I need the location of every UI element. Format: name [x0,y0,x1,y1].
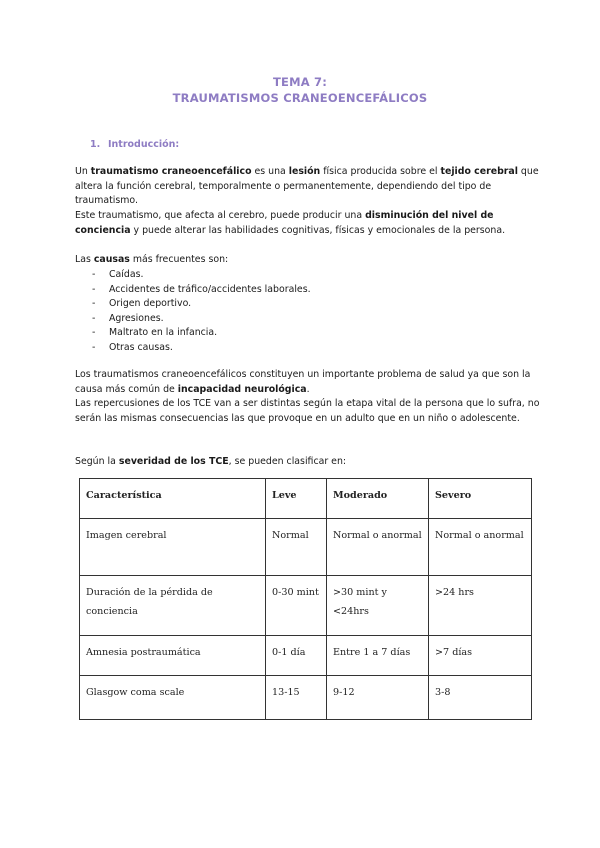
causes-list [92,268,311,356]
table-cell: Duración de la pérdida de conciencia [80,576,266,636]
list-item: - Otras causas. [92,341,173,353]
classification-lead: Según la severidad de los TCE, se pueden clasificar en: [75,456,347,467]
section-title: Introducción: [108,139,180,150]
list-item: - Accidentes de tráfico/accidentes laborales. [92,283,311,295]
column-header: Severo [429,479,532,519]
table-cell: Normal [266,519,327,576]
table-cell: >24 hrs [429,576,532,636]
table-cell: 3-8 [429,676,532,720]
intro-paragraph-1: Un traumatismo craneoencefálico es una lesión física producida sobre el tejido cerebral que altera la función cerebral, temporalmente o permanentemente, dependiendo del tipo de traumatismo. [75,166,539,207]
column-header: Característica [80,479,266,519]
table-cell: 9-12 [327,676,429,720]
table-cell: >30 mint y <24hrs [327,576,429,636]
table-cell: Normal o anormal [327,519,429,576]
list-item: - Maltrato en la infancia. [92,327,218,339]
section-heading [90,139,179,150]
table-row [80,676,532,720]
topic-number: TEMA 7: [272,75,328,89]
table-cell: >7 días [429,636,532,676]
column-header: Moderado [327,479,429,519]
table-row [80,519,532,576]
table-cell: Entre 1 a 7 días [327,636,429,676]
table-cell: Amnesia postraumática [80,636,266,676]
impact-paragraph-1: Los traumatismos craneoencefálicos constituyen un importante problema de salud ya que son la causa más común de incapacidad neurológica. [75,369,531,395]
list-item: - Origen deportivo. [92,298,192,310]
list-item: - Caídas. [92,269,144,280]
table-cell: 13-15 [266,676,327,720]
table-cell: Glasgow coma scale [80,676,266,720]
intro-paragraph-2: Este traumatismo, que afecta al cerebro, puede producir una disminución del nivel de conciencia y puede alterar las habilidades cognitivas, físicas y emocionales de la persona. [75,210,506,236]
table-cell: Imagen cerebral [80,519,266,576]
page-title: TRAUMATISMOS CRANEOENCEFÁLICOS [172,91,428,105]
table-cell: 0-1 día [266,636,327,676]
table-header-row [80,479,532,519]
impact-paragraph-2: Las repercusiones de los TCE van a ser distintas según la etapa vital de la persona que lo sufra, no serán las mismas consecuencias las que provoque en un adulto que en un niño o adolescente. [75,398,540,424]
table-cell: Normal o anormal [429,519,532,576]
table-cell: 0-30 mint [266,576,327,636]
table-row [80,576,532,636]
table-row [80,636,532,676]
column-header: Leve [266,479,327,519]
causes-lead: Las causas más frecuentes son: [75,254,229,265]
list-item: - Agresiones. [92,312,164,324]
severity-table [79,478,532,720]
section-number: 1. [90,139,101,150]
